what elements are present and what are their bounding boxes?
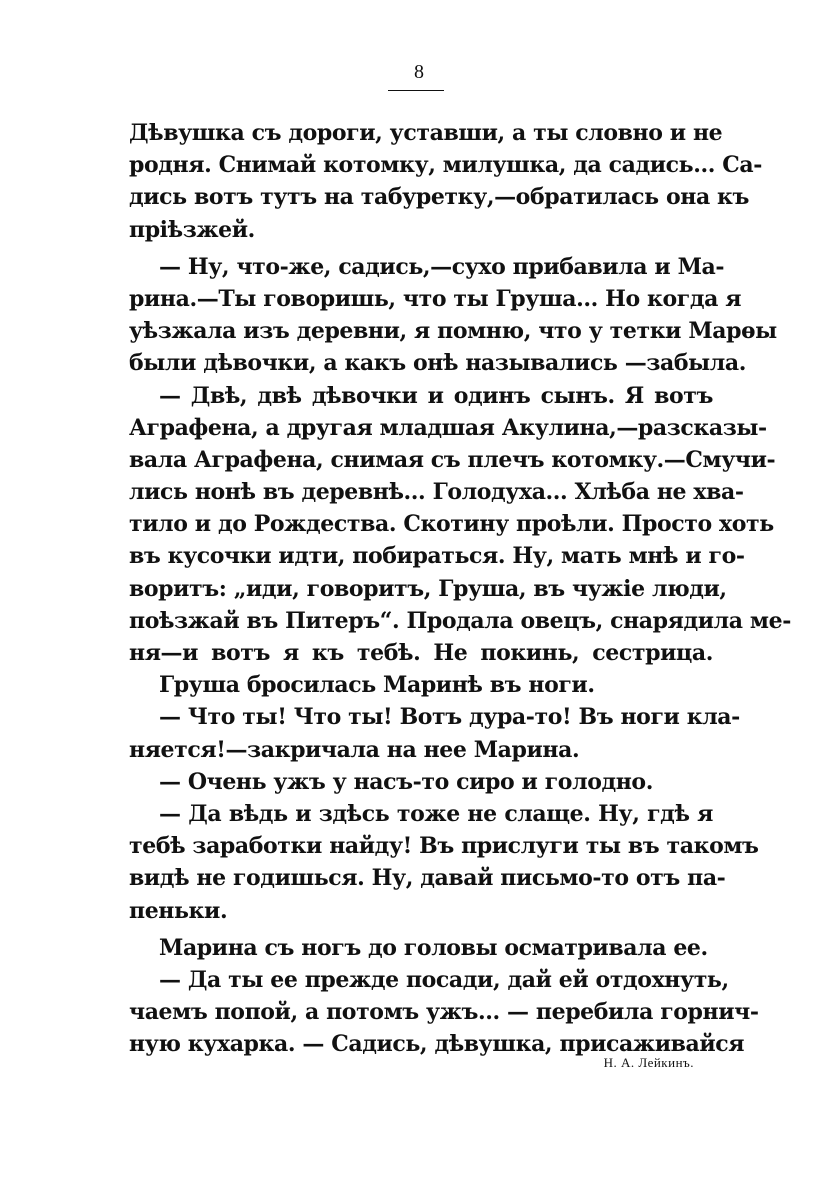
text-line: уѣзжала изъ деревни, я помню, что у тетки Марѳы xyxy=(129,318,777,345)
text-line: пеньки. xyxy=(129,897,228,924)
text-line: — Да ты ее прежде посади, дай ей отдохнуть, xyxy=(159,966,729,993)
text-line: — Да вѣдь и здѣсь тоже не слаще. Ну, гдѣ я xyxy=(159,800,713,827)
text-line: — Очень ужъ у насъ-то сиро и голодно. xyxy=(159,768,653,795)
text-line: дись вотъ тутъ на табуретку,—обратилась она къ xyxy=(129,184,750,211)
text-line: Груша бросилась Маринѣ въ ноги. xyxy=(159,672,595,699)
text-line: Марина съ ногъ до головы осматривала ее. xyxy=(159,934,708,961)
text-line: ня—и вотъ я къ тебѣ. Не покинь, сестрица. xyxy=(129,640,713,666)
text-line: пріѣзжей. xyxy=(129,216,255,243)
text-line: — Что ты! Что ты! Вотъ дура-то! Въ ноги кла- xyxy=(159,704,740,731)
text-line: поѣзжай въ Питеръ“. Продала овецъ, снарядила ме- xyxy=(129,607,791,634)
text-line: видѣ не годишься. Ну, давай письмо-то отъ па- xyxy=(129,865,726,892)
text-line: няется!—закричала на нее Марина. xyxy=(129,736,580,763)
text-line: — Ну, что-же, садись,—сухо прибавила и Ма- xyxy=(159,253,725,280)
text-line: тебѣ заработки найду! Въ прислуги ты въ такомъ xyxy=(129,833,759,860)
text-line: Дѣвушка съ дороги, уставши, а ты словно и не xyxy=(129,120,723,146)
printer-signature: Н. А. Лейкинъ. xyxy=(603,1055,694,1070)
body-text xyxy=(129,117,791,1060)
text-line: родня. Снимай котомку, милушка, да садись... Са- xyxy=(129,152,762,179)
text-line: Аграфена, а другая младшая Акулина,—разсказы- xyxy=(129,414,767,441)
text-line: рина.—Ты говоришь, что ты Груша... Но когда я xyxy=(129,285,742,312)
text-line: ную кухарка. — Садись, дѣвушка, присаживайся xyxy=(129,1031,745,1058)
text-line: воритъ: „иди, говоритъ, Груша, въ чужіе люди, xyxy=(129,575,727,602)
text-line: чаемъ попой, а потомъ ужъ... — перебила горнич- xyxy=(129,999,759,1026)
text-line: вала Аграфена, снимая съ плечъ котомку.—Смучи- xyxy=(129,446,776,473)
text-line: были дѣвочки, а какъ онѣ назывались —забыла. xyxy=(129,350,746,377)
page-number-rule xyxy=(388,90,444,91)
page-number: 8 xyxy=(414,61,424,83)
text-line: тило и до Рождества. Скотину проѣли. Просто хоть xyxy=(129,511,774,538)
text-line: въ кусочки идти, побираться. Ну, мать мнѣ и го- xyxy=(129,543,745,570)
text-line: лись нонѣ въ деревнѣ... Голодуха... Хлѣба не хва- xyxy=(129,479,744,506)
text-line: — Двѣ, двѣ дѣвочки и одинъ сынъ. Я вотъ xyxy=(159,382,713,409)
